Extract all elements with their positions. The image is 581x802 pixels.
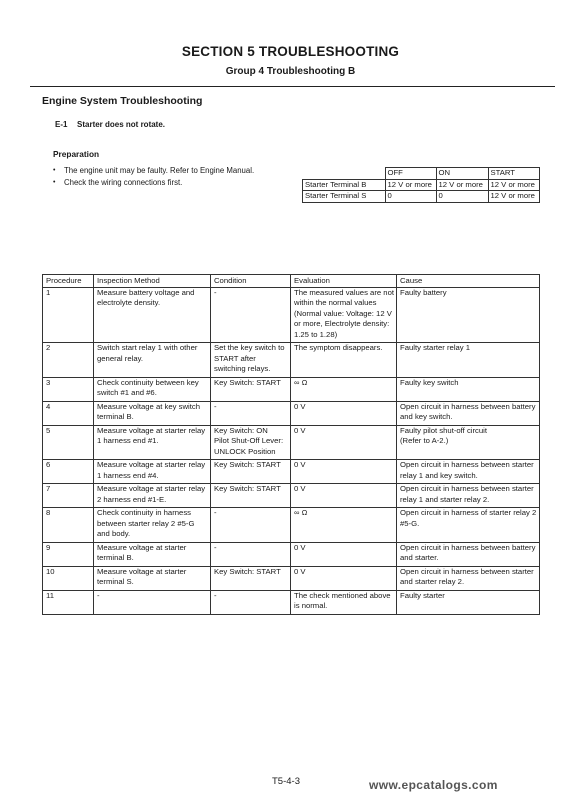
issue-code: E-1 (55, 120, 68, 129)
procedure-number-cell: 1 (43, 287, 94, 343)
procedure-number-cell: 3 (43, 377, 94, 401)
procedure-number-cell: 7 (43, 484, 94, 508)
cause-cell: Open circuit in harness between battery and key switch. (397, 401, 540, 425)
inspection-method-cell: Measure voltage at starter relay 2 harness end #1-E. (94, 484, 211, 508)
section-title: SECTION 5 TROUBLESHOOTING (181, 44, 400, 59)
terminal-table-corner (303, 168, 386, 180)
condition-cell: - (211, 287, 291, 343)
issue-title: Starter does not rotate. (77, 120, 166, 129)
inspection-method-cell: Measure voltage at starter relay 1 harness end #4. (94, 460, 211, 484)
condition-cell: Key Switch: START (211, 377, 291, 401)
watermark: www.epcatalogs.com (369, 778, 498, 792)
inspection-method-cell: Measure battery voltage and electrolyte density. (94, 287, 211, 343)
table-row (43, 484, 540, 508)
table-row (43, 425, 540, 460)
evaluation-cell: The check mentioned above is normal. (291, 590, 397, 614)
procedure-number-cell: 11 (43, 590, 94, 614)
table-row (43, 566, 540, 590)
table-row (43, 401, 540, 425)
procedure-number-cell: 8 (43, 508, 94, 543)
table-row (43, 460, 540, 484)
evaluation-cell: 0 V (291, 542, 397, 566)
header-divider (30, 86, 555, 87)
condition-cell: Key Switch: START (211, 460, 291, 484)
evaluation-cell: 0 V (291, 425, 397, 460)
cause-cell: Open circuit in harness between starter and starter relay 2. (397, 566, 540, 590)
terminal-table-header: ON (436, 168, 488, 180)
header-evaluation: Evaluation (291, 275, 397, 288)
cause-cell: Faulty pilot shut-off circuit (Refer to A-2.) (397, 425, 540, 460)
inspection-method-cell: Measure voltage at starter terminal B. (94, 542, 211, 566)
cause-cell: Open circuit in harness between battery and starter. (397, 542, 540, 566)
inspection-method-cell: Check continuity between key switch #1 and #6. (94, 377, 211, 401)
page-number: T5-4-3 (272, 776, 300, 787)
evaluation-cell: ∞ Ω (291, 508, 397, 543)
preparation-list (53, 165, 273, 188)
terminal-table-header: OFF (385, 168, 436, 180)
terminal-cell: 12 V or more (385, 179, 436, 191)
header-inspection-method: Inspection Method (94, 275, 211, 288)
cause-cell: Open circuit in harness between starter relay 1 and starter relay 2. (397, 484, 540, 508)
evaluation-cell: The measured values are not within the normal values (Normal value: Voltage: 12 V or more, Electrolyte density: 1.25 to 1.28) (291, 287, 397, 343)
terminal-cell: 12 V or more (488, 179, 540, 191)
terminal-voltage-table (302, 167, 540, 203)
header-condition: Condition (211, 275, 291, 288)
inspection-method-cell: Measure voltage at key switch terminal B. (94, 401, 211, 425)
procedure-number-cell: 4 (43, 401, 94, 425)
cause-cell: Faulty battery (397, 287, 540, 343)
table-row (43, 590, 540, 614)
terminal-cell: 12 V or more (488, 191, 540, 203)
procedure-number-cell: 5 (43, 425, 94, 460)
terminal-cell: 12 V or more (436, 179, 488, 191)
evaluation-cell: The symptom disappears. (291, 343, 397, 378)
terminal-cell: 0 (436, 191, 488, 203)
evaluation-cell: 0 V (291, 566, 397, 590)
condition-cell: - (211, 590, 291, 614)
terminal-table-row (303, 179, 540, 191)
table-row (43, 287, 540, 343)
cause-cell: Faulty starter (397, 590, 540, 614)
terminal-table-header: START (488, 168, 540, 180)
condition-cell: Key Switch: START (211, 484, 291, 508)
procedure-number-cell: 10 (43, 566, 94, 590)
table-row (43, 343, 540, 378)
inspection-method-cell: Switch start relay 1 with other general relay. (94, 343, 211, 378)
issue-heading (55, 120, 165, 129)
system-title: Engine System Troubleshooting (42, 95, 203, 107)
condition-cell: Set the key switch to START after switching relays. (211, 343, 291, 378)
table-row (43, 508, 540, 543)
procedure-table-body (43, 287, 540, 614)
condition-cell: - (211, 508, 291, 543)
terminal-cell: 0 (385, 191, 436, 203)
condition-cell: Key Switch: ON Pilot Shut-Off Lever: UNLOCK Position (211, 425, 291, 460)
cause-cell: Open circuit in harness of starter relay 2 #5-G. (397, 508, 540, 543)
preparation-title: Preparation (53, 149, 100, 159)
inspection-method-cell: - (94, 590, 211, 614)
procedure-number-cell: 2 (43, 343, 94, 378)
condition-cell: - (211, 542, 291, 566)
condition-cell: Key Switch: START (211, 566, 291, 590)
inspection-method-cell: Measure voltage at starter terminal S. (94, 566, 211, 590)
terminal-table-row (303, 191, 540, 203)
evaluation-cell: ∞ Ω (291, 377, 397, 401)
header-cause: Cause (397, 275, 540, 288)
preparation-item: • The engine unit may be faulty. Refer to Engine Manual. (53, 165, 273, 177)
procedure-table-header-row (43, 275, 540, 288)
terminal-row-label: Starter Terminal S (303, 191, 386, 203)
cause-cell: Faulty starter relay 1 (397, 343, 540, 378)
group-title: Group 4 Troubleshooting B (225, 66, 356, 77)
inspection-method-cell: Measure voltage at starter relay 1 harness end #1. (94, 425, 211, 460)
table-row (43, 377, 540, 401)
condition-cell: - (211, 401, 291, 425)
procedure-table (42, 274, 540, 615)
evaluation-cell: 0 V (291, 401, 397, 425)
preparation-item: • Check the wiring connections first. (53, 177, 273, 189)
evaluation-cell: 0 V (291, 460, 397, 484)
cause-cell: Open circuit in harness between starter relay 1 and key switch. (397, 460, 540, 484)
procedure-number-cell: 6 (43, 460, 94, 484)
terminal-table-header-row (303, 168, 540, 180)
terminal-row-label: Starter Terminal B (303, 179, 386, 191)
procedure-number-cell: 9 (43, 542, 94, 566)
evaluation-cell: 0 V (291, 484, 397, 508)
header-procedure: Procedure (43, 275, 94, 288)
cause-cell: Faulty key switch (397, 377, 540, 401)
table-row (43, 542, 540, 566)
inspection-method-cell: Check continuity in harness between starter relay 2 #5-G and body. (94, 508, 211, 543)
